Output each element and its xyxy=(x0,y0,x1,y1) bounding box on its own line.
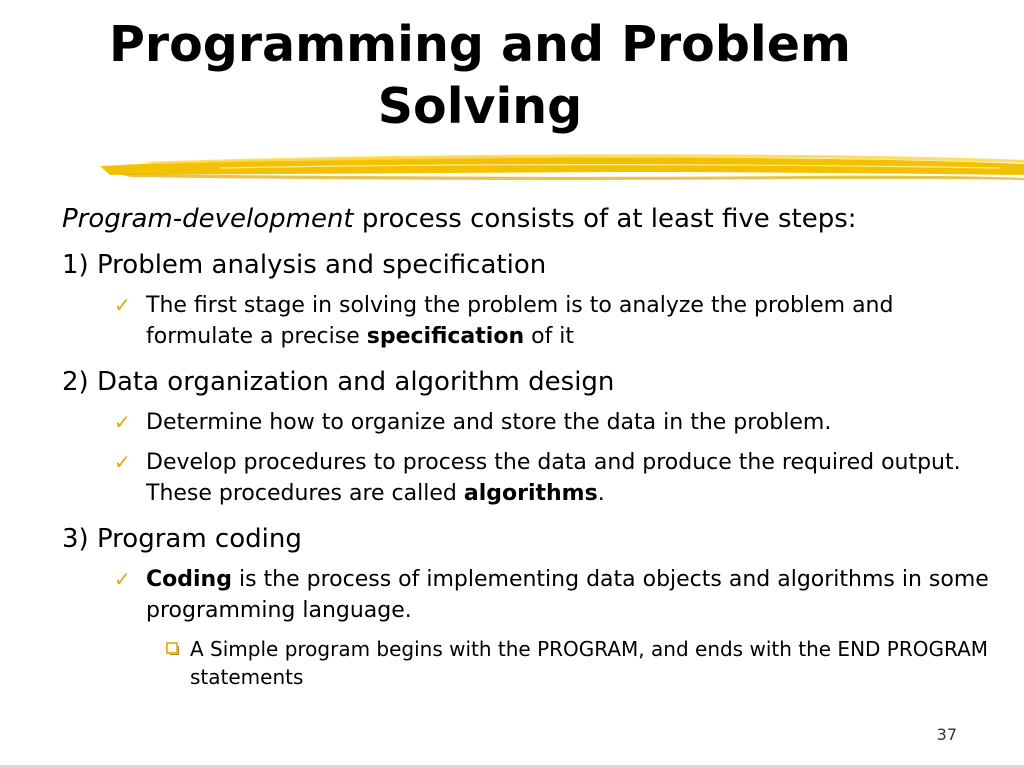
bullet-bold-term: Coding xyxy=(146,567,232,592)
bullet-text: Determine how to organize and store the data in the problem. xyxy=(146,410,832,435)
bullet-text: . xyxy=(597,481,605,506)
checkmark-icon: ✓ xyxy=(114,567,131,591)
bullet-bold-term: algorithms xyxy=(463,481,598,506)
sub-bullet-text: A Simple program begins with the PROGRAM, and ends with the END PROGRAM statements xyxy=(190,637,989,689)
bullet-text: Develop procedures to process the data and produce the required output. These procedures are called xyxy=(146,450,961,506)
step-bullet xyxy=(62,407,992,438)
intro-line xyxy=(62,198,992,240)
step-bullet xyxy=(62,447,992,509)
intro-italic-term: Program-development xyxy=(62,204,354,234)
bullet-text: of it xyxy=(524,324,575,349)
intro-text: process consists of at least five steps: xyxy=(353,204,857,234)
page-number: 37 xyxy=(936,725,957,744)
hollow-square-icon xyxy=(166,642,179,655)
title-brush-underline xyxy=(100,148,1024,188)
slide-body xyxy=(62,198,992,697)
step-heading: 1) Problem analysis and specification xyxy=(62,250,547,280)
bullet-text: The first stage in solving the problem is to analyze the problem and formulate a precise xyxy=(146,293,894,349)
checkmark-icon: ✓ xyxy=(114,410,131,434)
step-bullet xyxy=(62,564,992,626)
checkmark-icon: ✓ xyxy=(114,293,131,317)
bullet-text: is the process of implementing data objects and algorithms in some programming language. xyxy=(146,567,989,623)
slide-title: Programming and Problem Solving xyxy=(109,16,851,135)
step-heading: 2) Data organization and algorithm design xyxy=(62,367,615,397)
step-bullet xyxy=(62,290,992,352)
sub-bullet xyxy=(62,635,992,691)
step-heading: 3) Program coding xyxy=(62,524,302,554)
checkmark-icon: ✓ xyxy=(114,450,131,474)
bullet-bold-term: specification xyxy=(366,324,525,349)
